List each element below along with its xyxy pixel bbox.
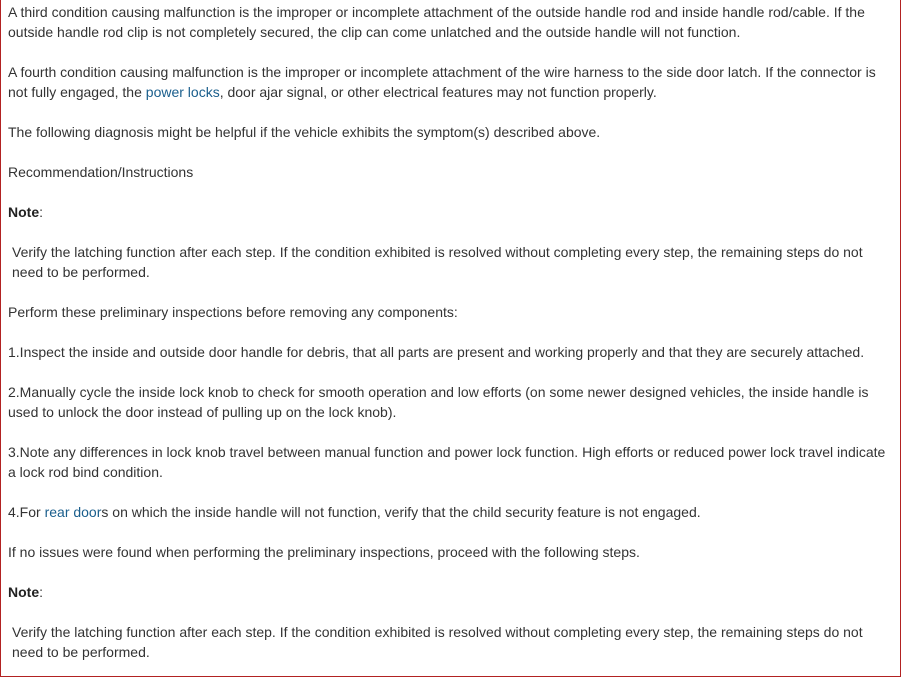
note-label-2: [8, 582, 894, 602]
step-4-text-1: 4.For: [8, 504, 45, 520]
note-label-1: [8, 202, 894, 222]
paragraph-fourth-condition-text-1: A fourth condition causing malfunction is the improper or incomplete attachment of the wire harness to the side door latch. If the connector is not fully engaged, the: [8, 64, 876, 100]
paragraph-fourth-condition: [8, 62, 894, 102]
note-text-1: Verify the latching function after each step. If the condition exhibited is resolved without completing every step, the remaining steps do not need to be performed.: [12, 244, 863, 280]
step-4-text-2: s on which the inside handle will not function, verify that the child security feature is not engaged.: [101, 504, 701, 520]
note-colon-2: :: [39, 584, 44, 600]
recommendation-heading: Recommendation/Instructions: [8, 164, 194, 180]
paragraph-third-condition: A third condition causing malfunction is the improper or incomplete attachment of the outside handle rod and inside handle rod/cable. If the outside handle rod clip is not completely secured, the clip can come unlatched and the outside handle will not function.: [8, 4, 865, 40]
step-4: [8, 502, 894, 522]
paragraph-proceed: If no issues were found when performing the preliminary inspections, proceed with the following steps.: [8, 544, 640, 560]
note-label-text-1: Note: [8, 204, 40, 220]
rear-door-link[interactable]: rear door: [44, 504, 102, 520]
step-1: 1.Inspect the inside and outside door handle for debris, that all parts are present and working properly and that they are securely attached.: [8, 344, 865, 360]
paragraph-diagnosis-intro: The following diagnosis might be helpful if the vehicle exhibits the symptom(s) described above.: [8, 124, 601, 140]
step-2: 2.Manually cycle the inside lock knob to check for smooth operation and low efforts (on some newer designed vehicles, the inside handle is used to unlock the door instead of pulling up on the lock knob).: [8, 384, 869, 420]
document-content: [1, 0, 900, 662]
paragraph-fourth-condition-text-2: , door ajar signal, or other electrical features may not function properly.: [219, 84, 657, 100]
paragraph-preliminary-inspections: Perform these preliminary inspections before removing any components:: [8, 304, 458, 320]
note-text-2: Verify the latching function after each step. If the condition exhibited is resolved without completing every step, the remaining steps do not need to be performed.: [12, 624, 863, 660]
note-colon-1: :: [39, 204, 44, 220]
step-3: 3.Note any differences in lock knob travel between manual function and power lock function. High efforts or reduced power lock travel indicate a lock rod bind condition.: [8, 444, 886, 480]
note-label-text-2: Note: [8, 584, 40, 600]
power-locks-link[interactable]: power locks: [145, 84, 220, 100]
